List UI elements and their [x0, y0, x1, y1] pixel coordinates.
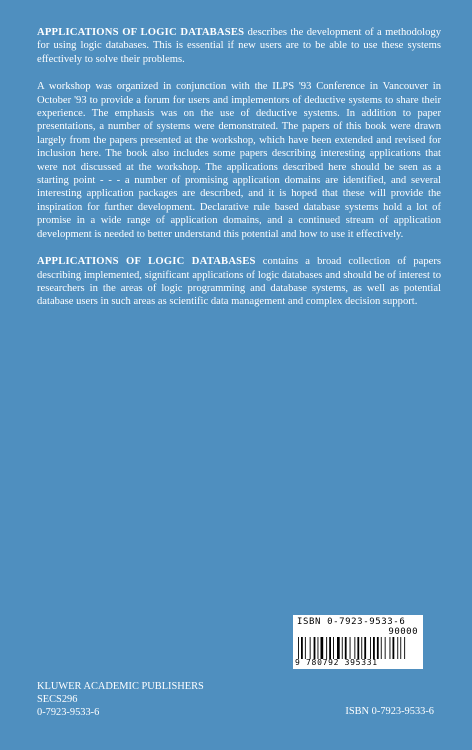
publisher-info [37, 680, 204, 719]
barcode-bar [381, 637, 382, 659]
book-title-lead-2: APPLICATIONS OF LOGIC DATABASES [37, 256, 256, 268]
intro-paragraph [37, 26, 441, 66]
barcode-bar [333, 637, 334, 659]
barcode-bar [318, 637, 319, 659]
workshop-paragraph [37, 80, 441, 241]
publisher-name: KLUWER ACADEMIC PUBLISHERS [37, 681, 204, 692]
barcode-bar [326, 637, 327, 659]
isbn-plain: 0-7923-9533-6 [37, 707, 100, 718]
series-code: SECS296 [37, 694, 78, 705]
barcode-bar [373, 637, 375, 659]
barcode-bar [329, 637, 331, 659]
barcode-price-code: 90000 [388, 627, 418, 637]
barcode-bars [298, 637, 418, 659]
back-cover-blurb [37, 26, 441, 323]
barcode-bar [345, 637, 347, 659]
barcode-bar [370, 637, 371, 659]
barcode-bar [400, 637, 401, 659]
barcode-bar [301, 637, 303, 659]
barcode-bar [357, 637, 359, 659]
barcode-bar [314, 637, 316, 659]
intro-text: describes the development of a methodology for using logic databases. This is essential if new users are to be able to use these systems effectively to solve their problems. [37, 27, 442, 65]
barcode-bar [397, 637, 398, 659]
isbn-barcode [293, 615, 423, 669]
barcode-bar [361, 637, 362, 659]
workshop-text: A workshop was organized in conjunction with the ILPS '93 Conference in Vancouver in October '93 to provide a forum for users and implementors of deductive systems to share their experience. The emphasis was on the use of deductive systems. In addition to paper presentations, a number of systems were demonstrated. The papers of this book were drawn largely from the papers presented at the workshop, which have been extended and revised for inclusion here. The book also includes some papers describing interesting applications that were not discussed at the workshop. The applications described here should be seen as a starting point - - - a number of promising application domains are identified, and several interesting application packages are described, and it is hoped that these will provide the inspiration for further development. Declarative rule based database systems hold a lot of promise in a wide range of application domains, and a continued stream of application development is needed to better understand this potential and how to use it effectively. [37, 81, 441, 240]
barcode-bar [350, 637, 351, 659]
barcode-bar [385, 637, 386, 659]
barcode-bar [393, 637, 395, 659]
barcode-bar [342, 637, 343, 659]
barcode-bar [305, 637, 306, 659]
barcode-bar [390, 637, 391, 659]
barcode-bar [337, 637, 340, 659]
barcode-bar [310, 637, 311, 659]
barcode-isbn-label: ISBN 0-7923-9533-6 [297, 617, 406, 627]
barcode-ean-digits: 9 780792 395331 [295, 658, 378, 667]
barcode-bar [404, 637, 405, 659]
barcode-bar [321, 637, 324, 659]
barcode-bar [364, 637, 366, 659]
barcode-bar [354, 637, 355, 659]
barcode-bar [377, 637, 379, 659]
barcode-bar [298, 637, 299, 659]
summary-paragraph [37, 255, 441, 309]
summary-text: contains a broad collection of papers describing implemented, significant applications of logic databases and should be of interest to researchers in the areas of logic programming and database systems, as well as potential database users in such areas as scientific data management and complex decision support. [37, 256, 441, 308]
book-title-lead: APPLICATIONS OF LOGIC DATABASES [37, 27, 245, 38]
isbn-right: ISBN 0-7923-9533-6 [345, 706, 434, 717]
